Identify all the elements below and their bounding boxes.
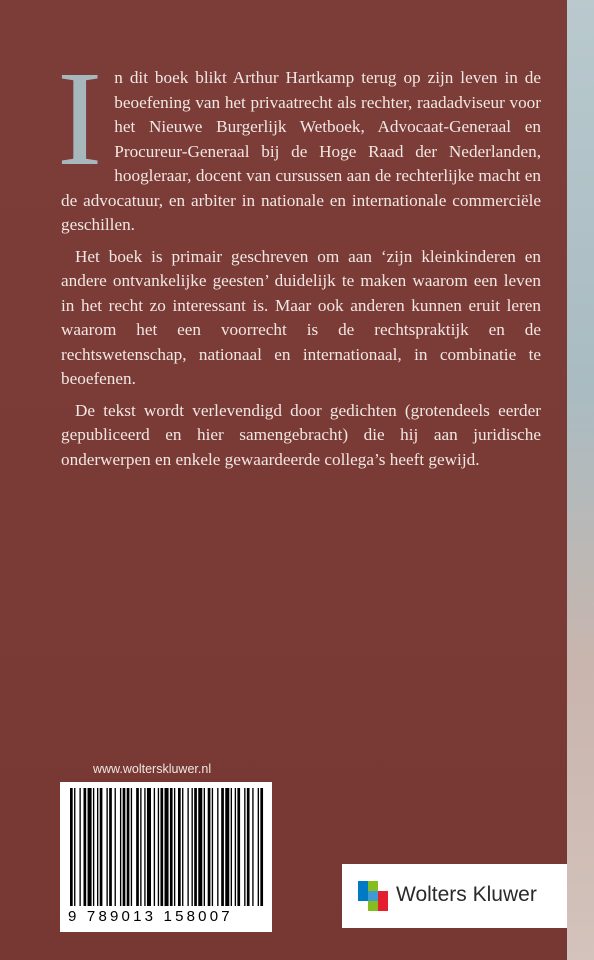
blurb-paragraph-2: Het boek is primair geschreven om aan ‘zijn kleinkinderen en andere ontvankelijke geesten’ duidelijk te maken waarom een leven in het recht zo interessant is. Maar ook anderen kunnen eruit leren waarom het een voorrecht is de rechtspraktijk en de rechtswetenschap, nationaal en internationaal, in combinatie te beoefenen.: [61, 246, 541, 388]
barcode-bar: [93, 788, 94, 906]
publisher-website: www.wolterskluwer.nl: [93, 762, 212, 776]
wolters-kluwer-logo-icon: [358, 881, 388, 911]
barcode-bar: [147, 788, 151, 906]
paragraph-1-text: n dit boek blikt Arthur Hartkamp terug op zijn leven in de beoefening van het privaatrecht als rechter, raadadviseur voor het Nieuwe Burgerlijk Wetboek, Advocaat-Generaal en Procureur-Generaal bij de Hoge Raad der Nederlanden, hoogleraar, docent van cursussen aan de rechterlijke macht en de advocatuur, en arbiter in nationale en internationale commerciële geschillen.: [61, 68, 541, 234]
barcode-bar: [97, 788, 98, 906]
barcode-bar: [231, 788, 232, 906]
publisher-name: Wolters Kluwer: [396, 883, 537, 906]
barcode-bar: [123, 788, 126, 906]
barcode-bar: [140, 788, 141, 906]
barcode-bar: [221, 788, 224, 906]
barcode-bar: [165, 788, 169, 906]
barcode-bar: [170, 788, 173, 906]
barcode-bar: [154, 788, 155, 906]
barcode-bar: [160, 788, 163, 906]
barcode-bar: [198, 788, 202, 906]
publisher-logo: [342, 864, 567, 928]
barcode-bars: [68, 788, 264, 906]
drop-cap: I: [57, 44, 103, 194]
barcode-bar: [109, 788, 112, 906]
barcode: [60, 782, 272, 932]
barcode-bar: [174, 788, 175, 906]
barcode-bar: [158, 788, 159, 906]
barcode-bar: [120, 788, 121, 906]
barcode-bar: [74, 788, 75, 906]
barcode-bar: [225, 788, 229, 906]
barcode-bar: [131, 788, 132, 906]
barcode-bar: [79, 788, 80, 906]
barcode-bar: [194, 788, 197, 906]
barcode-bar: [208, 788, 211, 906]
barcode-bar: [106, 788, 107, 906]
barcode-bar: [252, 788, 253, 906]
isbn-digits: 9 789013 158007: [68, 908, 233, 925]
blurb-paragraph-1: [57, 44, 541, 238]
barcode-bar: [260, 788, 263, 906]
barcode-bar: [212, 788, 213, 906]
cover-photo-edge: [567, 0, 594, 960]
barcode-bar: [247, 788, 250, 906]
barcode-bar: [100, 788, 103, 906]
barcode-bar: [136, 788, 139, 906]
barcode-bar: [115, 788, 116, 906]
barcode-bar: [258, 788, 259, 906]
barcode-bar: [187, 788, 188, 906]
barcode-bar: [182, 788, 183, 906]
barcode-bar: [192, 788, 193, 906]
barcode-bar: [204, 788, 205, 906]
barcode-bar: [217, 788, 218, 906]
barcode-bar: [84, 788, 87, 906]
barcode-bar: [88, 788, 92, 906]
blurb-text: [57, 44, 541, 472]
barcode-bar: [237, 788, 240, 906]
barcode-bar: [70, 788, 73, 906]
blurb-paragraph-3: De tekst wordt verlevendigd door gedichten (grotendeels eerder gepubliceerd en hier samengebracht) die hij aan juridische onderwerpen en enkele gewaardeerde collega’s heeft gewijd.: [61, 400, 541, 469]
barcode-bar: [178, 788, 181, 906]
barcode-bar: [244, 788, 245, 906]
barcode-bar: [235, 788, 236, 906]
barcode-bar: [127, 788, 130, 906]
barcode-bar: [144, 788, 145, 906]
